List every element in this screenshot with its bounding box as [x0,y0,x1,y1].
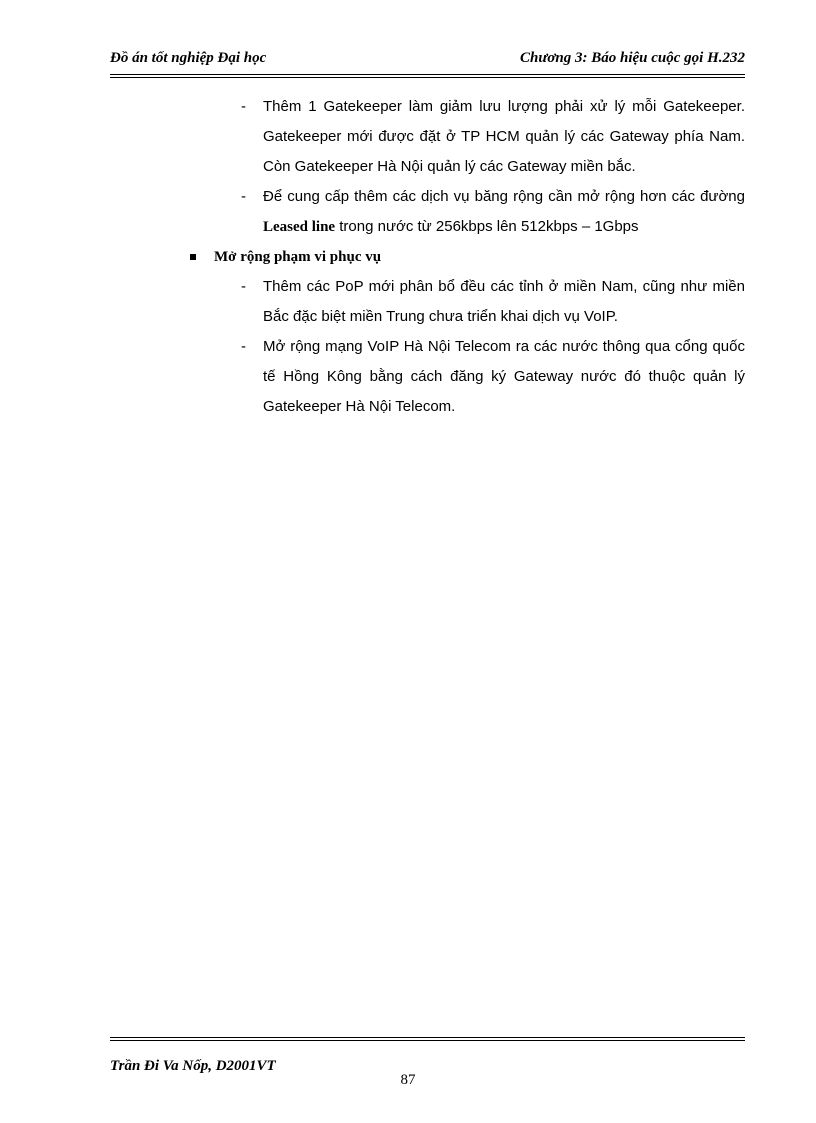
dash-marker: - [241,188,246,205]
page-header [110,50,745,72]
section-heading-text: Mở rộng phạm vi phục vụ [214,249,382,265]
list-item-text: Thêm các PoP mới phân bổ đều các tỉnh ở miền Nam, cũng như miền Bắc đặc biệt miền Trung chưa triển khai dịch vụ VoIP. [263,278,745,325]
header-rule [110,74,745,78]
leased-line-term: Leased line [263,219,336,235]
list-item [241,92,745,182]
footer-author: Trần Đi Va Nốp, D2001VT [110,1058,276,1074]
section-heading [214,242,745,272]
list-item [241,182,745,242]
page-body [110,92,745,422]
header-right-title: Chương 3: Báo hiệu cuộc gọi H.232 [520,50,745,66]
footer-rule [110,1037,745,1041]
dash-marker: - [241,98,246,115]
dash-marker: - [241,278,246,295]
list-item-text-pre: Để cung cấp thêm các dịch vụ băng rộng cần mở rộng hơn các đường [263,188,745,205]
dash-marker: - [241,338,246,355]
list-item [241,332,745,422]
list-item-text: Mở rộng mạng VoIP Hà Nội Telecom ra các nước thông qua cổng quốc tế Hồng Kông bằng cách đăng ký Gateway nước đó thuộc quản lý Gatekeeper Hà Nội Telecom. [263,338,745,415]
header-left-title: Đồ án tốt nghiệp Đại học [110,50,267,66]
square-bullet-icon [190,254,196,260]
page-number: 87 [400,1072,416,1088]
list-item-text-post: trong nước từ 256kbps lên 512kbps – 1Gbps [335,218,639,235]
list-item [241,272,745,332]
list-item-text: Thêm 1 Gatekeeper làm giảm lưu lượng phải xử lý mỗi Gatekeeper. Gatekeeper mới được đặt ở TP HCM quản lý các Gateway phía Nam. Còn Gatekeeper Hà Nội quản lý các Gateway miền bắc. [263,98,745,175]
